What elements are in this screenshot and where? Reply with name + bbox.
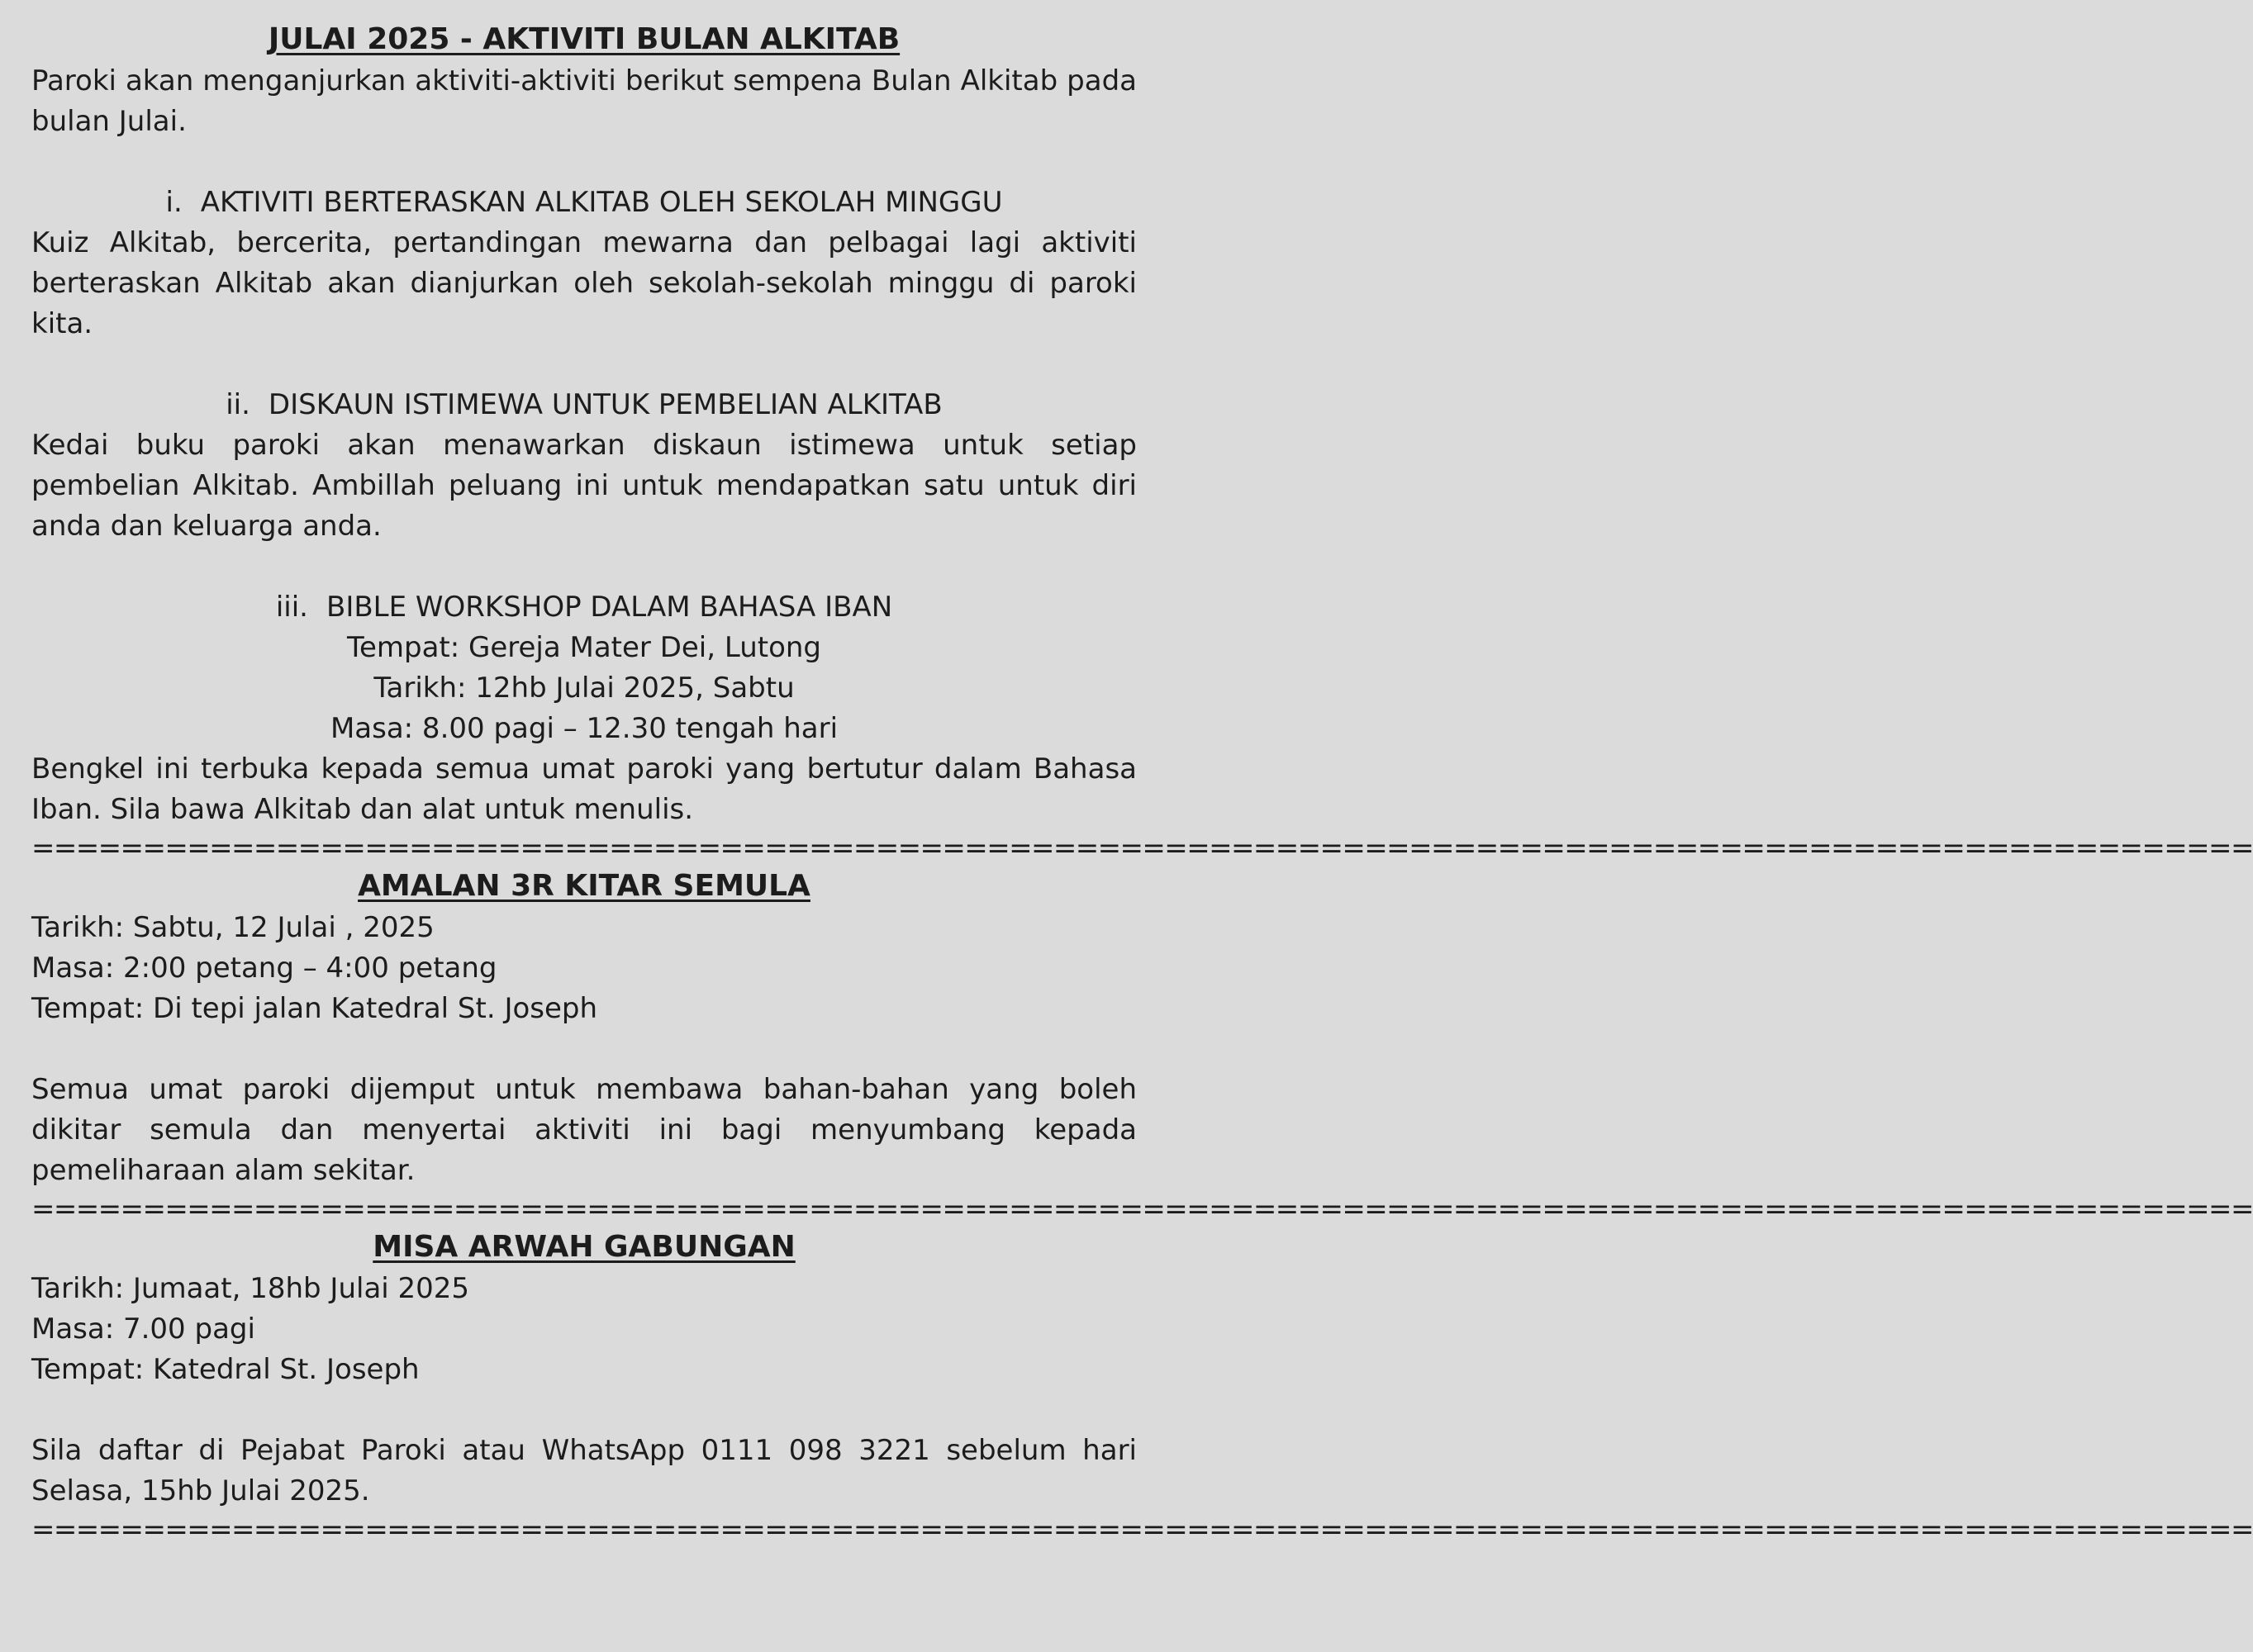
activity-1-number: i. <box>165 186 183 219</box>
requiem-mass-place: Tempat: Katedral St. Joseph <box>31 1353 420 1386</box>
activity-3-heading <box>31 587 1137 628</box>
separator-2: ==================================================================================================== <box>31 1193 2253 1226</box>
activity-3-number: iii. <box>275 591 308 624</box>
spacer <box>31 142 1137 183</box>
activity-1-title: AKTIVITI BERTERASKAN ALKITAB OLEH SEKOLAH MINGGU <box>200 186 1003 219</box>
activity-2-heading <box>31 385 1137 425</box>
spacer <box>31 1029 1137 1070</box>
bible-month-title: JULAI 2025 - AKTIVITI BULAN ALKITAB <box>268 22 901 56</box>
recycling-time: Masa: 2:00 petang – 4:00 petang <box>31 952 497 985</box>
spacer <box>31 1390 1137 1431</box>
recycling-body: Semua umat paroki dijemput untuk membawa bahan-bahan yang boleh dikitar semula dan menyertai aktiviti ini bagi menyumbang kepada pemeliharaan alam sekitar. <box>31 1073 1137 1187</box>
recycling-place: Tempat: Di tepi jalan Katedral St. Joseph <box>31 992 598 1025</box>
bible-month-intro: Paroki akan menganjurkan aktiviti-aktiviti berikut sempena Bulan Alkitab pada bulan Julai. <box>31 64 1137 138</box>
activity-2-body: Kedai buku paroki akan menawarkan diskaun istimewa untuk setiap pembelian Alkitab. Ambillah peluang ini untuk mendapatkan satu untuk diri anda dan keluarga anda. <box>31 429 1137 543</box>
activity-3-date: Tarikh: 12hb Julai 2025, Sabtu <box>373 672 795 705</box>
spacer <box>31 547 1137 587</box>
activity-2-title: DISKAUN ISTIMEWA UNTUK PEMBELIAN ALKITAB <box>268 388 943 421</box>
activity-1-body: Kuiz Alkitab, bercerita, pertandingan mewarna dan pelbagai lagi aktiviti berteraskan Alkitab akan dianjurkan oleh sekolah-sekolah minggu di paroki kita. <box>31 226 1137 340</box>
separator-3: ==================================================================================================== <box>31 1513 2253 1546</box>
separator-1: ==================================================================================================== <box>31 832 2253 865</box>
requiem-mass-time: Masa: 7.00 pagi <box>31 1313 255 1346</box>
recycling-date: Tarikh: Sabtu, 12 Julai , 2025 <box>31 911 435 944</box>
activity-3-time: Masa: 8.00 pagi – 12.30 tengah hari <box>330 712 839 745</box>
activity-3-place: Tempat: Gereja Mater Dei, Lutong <box>346 631 822 664</box>
recycling-title: AMALAN 3R KITAR SEMULA <box>358 869 810 903</box>
requiem-mass-title: MISA ARWAH GABUNGAN <box>373 1230 796 1264</box>
activity-3-title: BIBLE WORKSHOP DALAM BAHASA IBAN <box>326 591 893 624</box>
requiem-mass-body: Sila daftar di Pejabat Paroki atau WhatsApp 0111 098 3221 sebelum hari Selasa, 15hb Julai 2025. <box>31 1434 1137 1507</box>
activity-2-number: ii. <box>226 388 250 421</box>
spacer <box>31 344 1137 385</box>
activity-1-heading <box>31 183 1137 223</box>
requiem-mass-date: Tarikh: Jumaat, 18hb Julai 2025 <box>31 1272 470 1305</box>
activity-3-body: Bengkel ini terbuka kepada semua umat paroki yang bertutur dalam Bahasa Iban. Sila bawa Alkitab dan alat untuk menulis. <box>31 752 1137 826</box>
